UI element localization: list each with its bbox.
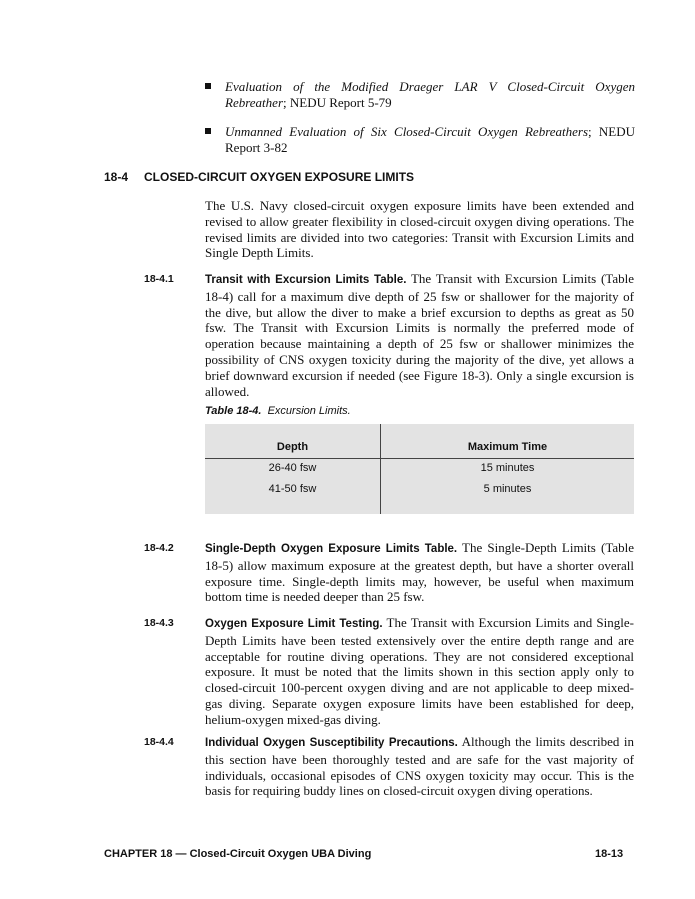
paragraph-text: Although the limits described in this section have been thoroughly tested and are safe for the vast majority of individuals, occasional episodes of CNS oxygen toxicity may occur. This is the basis for requiring buddy lines on closed-circuit oxygen diving operations. [205,734,634,799]
paragraph-heading: Single-Depth Oxygen Exposure Limits Table. [205,543,458,555]
section-intro: The U.S. Navy closed-circuit oxygen exposure limits have been extended and revised to allow greater flexibility in closed-circuit oxygen diving operations. The revised limits are divided into two categories: Transit with Excursion Limits and Single Depth Limits. [205,198,634,261]
paragraph-text: The Transit with Excursion Limits (Table 18-4) call for a maximum dive depth of 25 fsw or shallower for the majority of the dive, but allow the diver to make a brief excursion to depths as great as 50 fsw. The Transit with Excursion Limits is normally the preferred mode of operation because maintaining a depth of 25 fsw or shallower minimizes the possibility of CNS oxygen toxicity during the majority of the dive, yet allows a brief downward excursion if needed (see Figure 18-3). Only a single excursion is allowed. [205,271,634,399]
table-cell-depth: 41-50 fsw [268,483,317,495]
paragraph-heading: Transit with Excursion Limits Table. [205,274,407,286]
paragraph-susceptibility [205,734,634,799]
paragraph-number: 18-4.1 [144,273,174,285]
reference-list-item [205,124,635,156]
table-header-depth: Depth [276,441,309,453]
bullet-square-icon [205,83,211,89]
table-cell-time: 5 minutes [483,483,532,495]
table-cell-depth: 26-40 fsw [268,462,317,474]
reference-report: ; NEDU Report 3-82 [225,124,635,155]
paragraph-text: The Single-Depth Limits (Table 18-5) allow maximum exposure at the greatest depth, but have a shorter overall exposure time. Single-depth limits may, however, be useful when maximum bottom time is needed deeper than 25 fsw. [205,540,635,605]
paragraph-heading: Oxygen Exposure Limit Testing. [205,618,383,630]
paragraph-number: 18-4.2 [144,542,174,554]
table-label: Table 18-4. [205,405,262,417]
paragraph-single-depth [205,540,634,605]
section-number: 18-4 [104,170,129,184]
bullet-square-icon [205,128,211,134]
table-header-max-time: Maximum Time [467,441,548,453]
paragraph-heading: Individual Oxygen Susceptibility Precautions. [205,737,458,749]
reference-title: Evaluation of the Modified Draeger LAR V Closed-Circuit Oxygen Rebreather [225,79,635,110]
paragraph-number: 18-4.3 [144,617,174,629]
section-title: CLOSED-CIRCUIT OXYGEN EXPOSURE LIMITS [144,170,415,184]
reference-title: Unmanned Evaluation of Six Closed-Circuit Oxygen Rebreathers [225,124,589,139]
footer-page-number: 18-13 [595,848,624,860]
reference-report: ; NEDU Report 5-79 [283,95,392,110]
paragraph-number: 18-4.4 [144,736,174,748]
table-header-rule [205,458,634,459]
footer-chapter: CHAPTER 18 — Closed-Circuit Oxygen UBA Diving [104,848,372,860]
excursion-limits-table [205,424,634,514]
table-caption-text: Excursion Limits. [267,405,351,417]
paragraph-transit-excursion [205,271,634,399]
paragraph-text: The Transit with Excursion Limits and Single-Depth Limits have been tested extensively over the entire depth range and are acceptable for routine diving operations. They are not considered exceptional exposure. It must be noted that the limits shown in this section apply only to closed-circuit 100-percent oxygen diving and are not applicable to deep mixed-gas diving. Separate oxygen exposure limits have been established for deep, helium-oxygen mixed-gas diving. [205,615,634,727]
table-cell-time: 15 minutes [480,462,535,474]
paragraph-limit-testing [205,615,634,728]
reference-list-item [205,79,635,111]
table-caption [205,405,351,417]
